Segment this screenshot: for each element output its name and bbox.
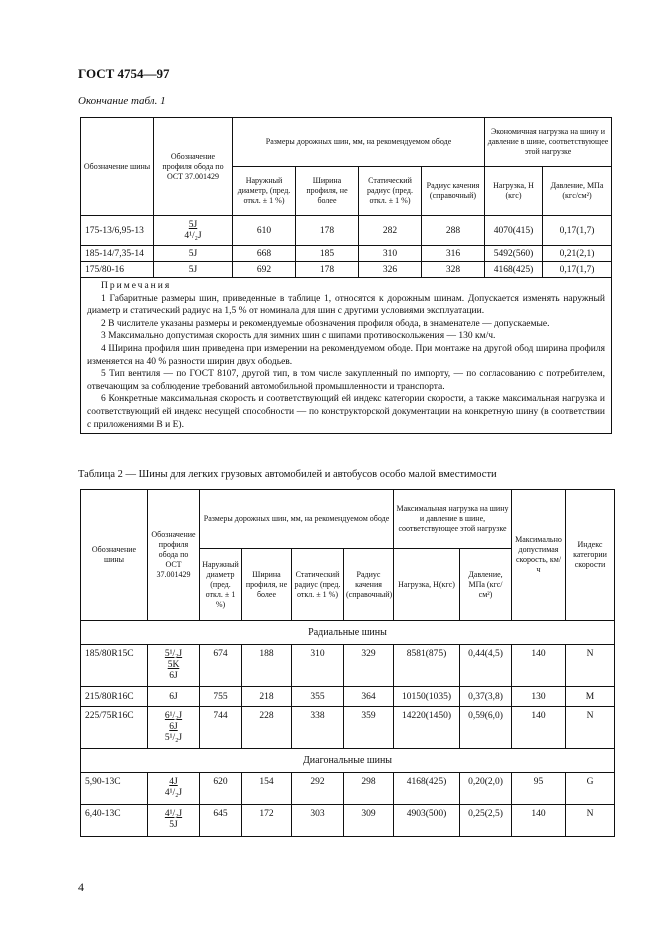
document-header: ГОСТ 4754—97 xyxy=(78,66,170,81)
cell-rolling: 359 xyxy=(344,707,394,749)
cell-pressure: 0,25(2,5) xyxy=(460,805,512,837)
table-row xyxy=(81,262,612,278)
note-item: 3 Максимально допустимая скорость для зимних шин с шипами противоскольжения — 130 км/ч. xyxy=(101,331,496,342)
table-row xyxy=(81,805,615,837)
col-pressure: Давление, МПа (кгс/см²) xyxy=(460,549,512,621)
table2-caption: Таблица 2 — Шины для легких грузовых автомобилей и автобусов особо малой вместимости xyxy=(78,469,497,480)
cell-rolling: 309 xyxy=(344,805,394,837)
note-item: 2 В числителе указаны размеры и рекомендуемые обозначения профиля обода, в знаменателе — допускаемые. xyxy=(101,318,550,329)
col-outer-diameter: Наружный диаметр (пред. откл. ± 1 %) xyxy=(200,549,242,621)
rim-option: 5K xyxy=(167,660,180,670)
col-width: Ширина профиля, не более xyxy=(296,167,359,216)
table-1 xyxy=(80,117,612,434)
table-2 xyxy=(80,489,615,837)
cell-diameter: 755 xyxy=(200,687,242,707)
cell-rim xyxy=(148,645,200,687)
cell-index: N xyxy=(566,707,615,749)
rim-option: 6J xyxy=(169,722,178,732)
cell-rim xyxy=(148,773,200,805)
section-diagonal: Диагональные шины xyxy=(81,749,615,773)
rim-option: 5J xyxy=(169,820,178,830)
cell-index: M xyxy=(566,687,615,707)
note-item: 5 Тип вентиля — по ГОСТ 8107, другой тип, в том числе закупленный по импорту, — по согласованию с потребителем, отвечающим за соблюдение требований автомобильной промышленности и транспорта. xyxy=(87,369,605,392)
cell-diameter: 692 xyxy=(233,262,296,278)
page-number: 4 xyxy=(78,880,84,894)
rim-option: 4¹/₂J xyxy=(164,788,183,798)
cell-width: 172 xyxy=(242,805,292,837)
cell-diameter: 645 xyxy=(200,805,242,837)
note-item: 4 Ширина профиля шин приведена при измерении на рекомендуемом ободе. При монтаже на другой обод ширина профиля изменяется на 40 % разности ширин двух ободьев. xyxy=(87,343,605,367)
cell-diameter: 620 xyxy=(200,773,242,805)
col-outer-diameter: Наружный диаметр, (пред. откл. ± 1 %) xyxy=(233,167,296,216)
cell-static: 292 xyxy=(292,773,344,805)
cell-speed: 140 xyxy=(512,645,566,687)
cell-static: 355 xyxy=(292,687,344,707)
col-pressure: Давление, МПа (кгс/см²) xyxy=(543,167,612,216)
rim-bottom: 4¹/₂J xyxy=(184,230,202,241)
col-width: Ширина профиля, не более xyxy=(242,549,292,621)
cell-static: 303 xyxy=(292,805,344,837)
cell-width: 185 xyxy=(296,246,359,262)
rim-option: 4J xyxy=(169,777,178,787)
col-rolling-radius: Радиус качения (справочный) xyxy=(344,549,394,621)
cell-designation: 185-14/7,35-14 xyxy=(81,246,154,262)
col-max-speed: Максимально допустимая скорость, км/ч xyxy=(512,490,566,621)
rim-option: 6¹/₂J xyxy=(164,711,183,721)
cell-load: 10150(1035) xyxy=(394,687,460,707)
cell-rim: 5J xyxy=(154,246,233,262)
note-item: 1 Габаритные размеры шин, приведенные в таблице 1, относятся к дорожным шинам. Допускается изменять наружный диаметр и статический радиус на 1,5 % от номинала для шин с другими условиями эксплуатации. xyxy=(87,293,605,317)
cell-pressure: 0,59(6,0) xyxy=(460,707,512,749)
col-static-radius: Статический радиус (пред. откл. ± 1 %) xyxy=(292,549,344,621)
table1-caption: Окончание табл. 1 xyxy=(78,95,166,107)
rim-option: 6J xyxy=(169,671,178,681)
col-rim-profile: Обозначение профиля обода по ОСТ 37.001429 xyxy=(154,118,233,216)
col-load: Нагрузка, Н(кгс) xyxy=(394,549,460,621)
cell-static: 310 xyxy=(359,246,422,262)
cell-designation: 175/80-16 xyxy=(81,262,154,278)
cell-rim xyxy=(148,707,200,749)
cell-diameter: 610 xyxy=(233,216,296,246)
col-designation: Обозначение шины xyxy=(81,490,148,621)
cell-index: G xyxy=(566,773,615,805)
cell-rolling: 364 xyxy=(344,687,394,707)
cell-rim xyxy=(148,805,200,837)
cell-width: 178 xyxy=(296,262,359,278)
cell-load: 4070(415) xyxy=(485,216,543,246)
cell-rim: 6J xyxy=(148,687,200,707)
cell-load: 4903(500) xyxy=(394,805,460,837)
cell-rim: 5J xyxy=(154,262,233,278)
col-group-load: Экономичная нагрузка на шину и давление в шине, соответствующее этой нагрузке xyxy=(485,118,612,167)
cell-speed: 140 xyxy=(512,805,566,837)
cell-speed: 140 xyxy=(512,707,566,749)
note-item: 6 Конкретные максимальная скорость и соответствующий ей индекс категории скорости, а также максимальная нагрузка и соответствующий ей индекс несущей способности — по конструкторской документации на конкретную шину (в соответствии с приложениями В и Е). xyxy=(87,394,605,430)
cell-diameter: 674 xyxy=(200,645,242,687)
rim-option: 5¹/₂J xyxy=(164,649,183,659)
cell-static: 310 xyxy=(292,645,344,687)
rim-top: 5J xyxy=(188,219,198,230)
cell-designation: 185/80R15C xyxy=(81,645,148,687)
cell-rolling: 298 xyxy=(344,773,394,805)
table-row xyxy=(81,773,615,805)
cell-designation: 215/80R16C xyxy=(81,687,148,707)
notes-title: Примечания xyxy=(101,281,172,291)
cell-speed: 95 xyxy=(512,773,566,805)
cell-designation: 225/75R16C xyxy=(81,707,148,749)
col-static-radius: Статический радиус (пред. откл. ± 1 %) xyxy=(359,167,422,216)
col-rim-profile: Обозначение профиля обода по ОСТ 37.001429 xyxy=(148,490,200,621)
cell-rolling: 288 xyxy=(422,216,485,246)
cell-load: 8581(875) xyxy=(394,645,460,687)
cell-pressure: 0,20(2,0) xyxy=(460,773,512,805)
col-group-load: Максимальная нагрузка на шину и давление в шине, соответствующее этой нагрузке xyxy=(394,490,512,549)
col-speed-index: Индекс категории скорости xyxy=(566,490,615,621)
cell-width: 228 xyxy=(242,707,292,749)
table-row xyxy=(81,707,615,749)
cell-pressure: 0,21(2,1) xyxy=(543,246,612,262)
cell-index: N xyxy=(566,805,615,837)
cell-pressure: 0,44(4,5) xyxy=(460,645,512,687)
cell-rolling: 329 xyxy=(344,645,394,687)
cell-static: 282 xyxy=(359,216,422,246)
table-row xyxy=(81,687,615,707)
cell-width: 178 xyxy=(296,216,359,246)
cell-load: 5492(560) xyxy=(485,246,543,262)
rim-option: 5¹/₂J xyxy=(164,733,183,743)
rim-option: 4¹/₂J xyxy=(164,809,183,819)
col-group-sizes: Размеры дорожных шин, мм, на рекомендуемом ободе xyxy=(200,490,394,549)
cell-width: 154 xyxy=(242,773,292,805)
cell-designation: 6,40-13C xyxy=(81,805,148,837)
cell-load: 4168(425) xyxy=(394,773,460,805)
cell-static: 326 xyxy=(359,262,422,278)
table-row xyxy=(81,645,615,687)
cell-static: 338 xyxy=(292,707,344,749)
table-row xyxy=(81,216,612,246)
cell-speed: 130 xyxy=(512,687,566,707)
cell-pressure: 0,17(1,7) xyxy=(543,262,612,278)
cell-designation: 5,90-13C xyxy=(81,773,148,805)
cell-index: N xyxy=(566,645,615,687)
notes-block xyxy=(81,278,612,434)
cell-designation: 175-13/6,95-13 xyxy=(81,216,154,246)
cell-rolling: 316 xyxy=(422,246,485,262)
cell-load: 4168(425) xyxy=(485,262,543,278)
col-designation: Обозначение шины xyxy=(81,118,154,216)
cell-diameter: 744 xyxy=(200,707,242,749)
table-row xyxy=(81,246,612,262)
section-radial: Радиальные шины xyxy=(81,621,615,645)
col-load: Нагрузка, Н (кгс) xyxy=(485,167,543,216)
col-rolling-radius: Радиус качения (справочный) xyxy=(422,167,485,216)
col-group-sizes: Размеры дорожных шин, мм, на рекомендуемом ободе xyxy=(233,118,485,167)
cell-rolling: 328 xyxy=(422,262,485,278)
cell-rim xyxy=(154,216,233,246)
cell-load: 14220(1450) xyxy=(394,707,460,749)
cell-width: 218 xyxy=(242,687,292,707)
cell-diameter: 668 xyxy=(233,246,296,262)
cell-width: 188 xyxy=(242,645,292,687)
cell-pressure: 0,17(1,7) xyxy=(543,216,612,246)
cell-pressure: 0,37(3,8) xyxy=(460,687,512,707)
